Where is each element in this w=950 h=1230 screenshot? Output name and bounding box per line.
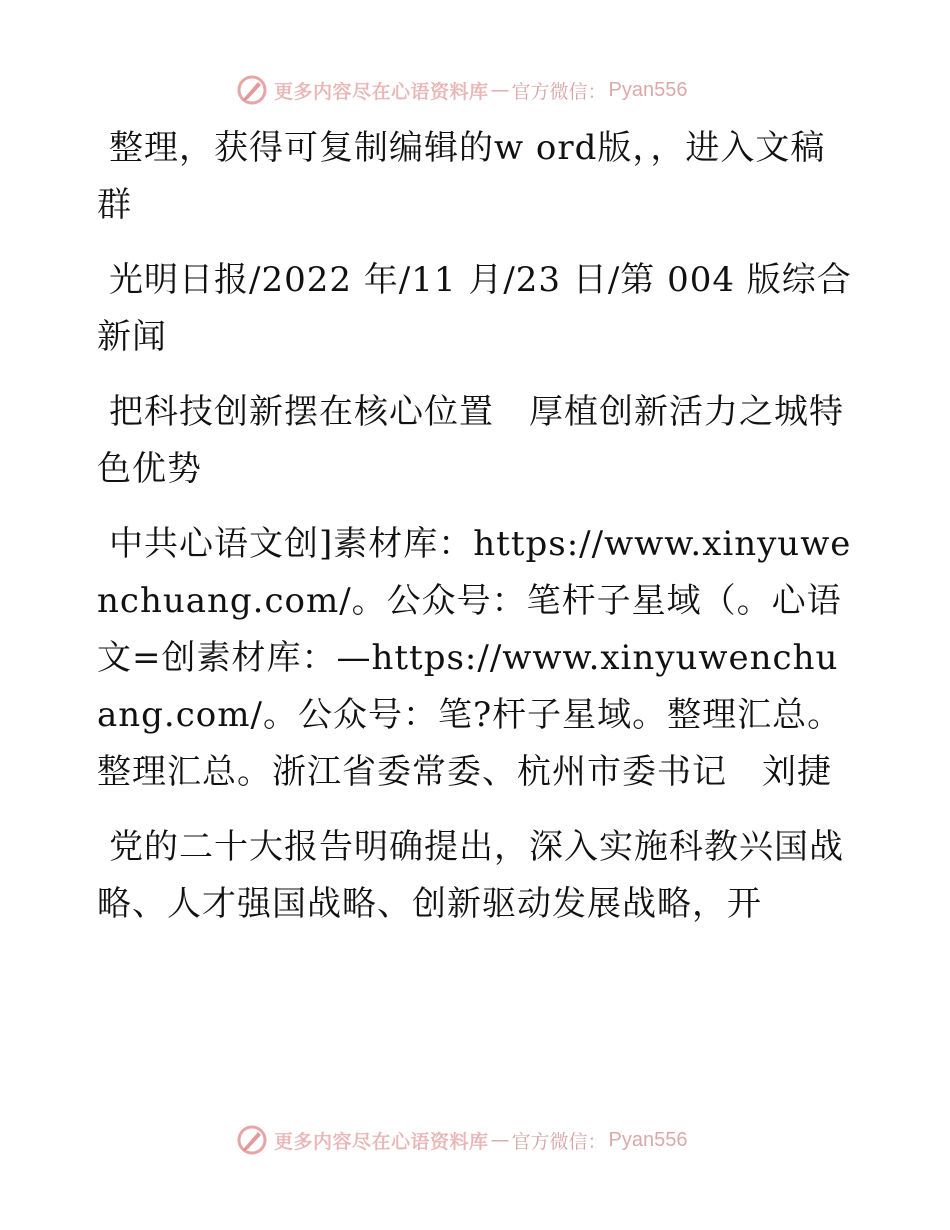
paragraph-source: 光明日报/2022 年/11 月/23 日/第 004 版综合新闻 — [97, 260, 852, 357]
watermark-wechat-label: 官方微信： — [511, 1130, 607, 1153]
logo-icon — [236, 1124, 268, 1156]
header-watermark — [236, 72, 688, 108]
logo-icon — [236, 74, 268, 106]
watermark-text: 更多内容尽在心语资料库 — [274, 1130, 489, 1153]
watermark-wechat-id: Pyan556 — [608, 1128, 688, 1151]
paragraph-body: 党的二十大报告明确提出，深入实施科教兴国战略、人才强国战略、创新驱动发展战略，开 — [97, 827, 844, 924]
paragraph-byline: 中共心语文创]素材库：https://www.xinyuwenchuang.com/。公众号：笔杆子星域（。心语文=创素材库：—https://www.xinyuwenchuang.com/。公众号：笔?杆子星域。整理汇总。整理汇总。浙江省委常委、杭州市委书记 刘捷 — [97, 524, 852, 792]
watermark-wechat-id: Pyan556 — [608, 78, 688, 101]
paragraph-intro: 整理，获得可复制编辑的w ord版，，进入文稿群 — [97, 128, 826, 225]
watermark-dash: — — [490, 1129, 510, 1151]
watermark-wechat-label: 官方微信： — [511, 80, 607, 103]
footer-watermark — [236, 1122, 688, 1158]
watermark-text: 更多内容尽在心语资料库 — [274, 80, 489, 103]
watermark-dash: — — [490, 79, 510, 101]
paragraph-headline: 把科技创新摆在核心位置 厚植创新活力之城特色优势 — [97, 392, 844, 489]
document-body — [97, 120, 857, 951]
